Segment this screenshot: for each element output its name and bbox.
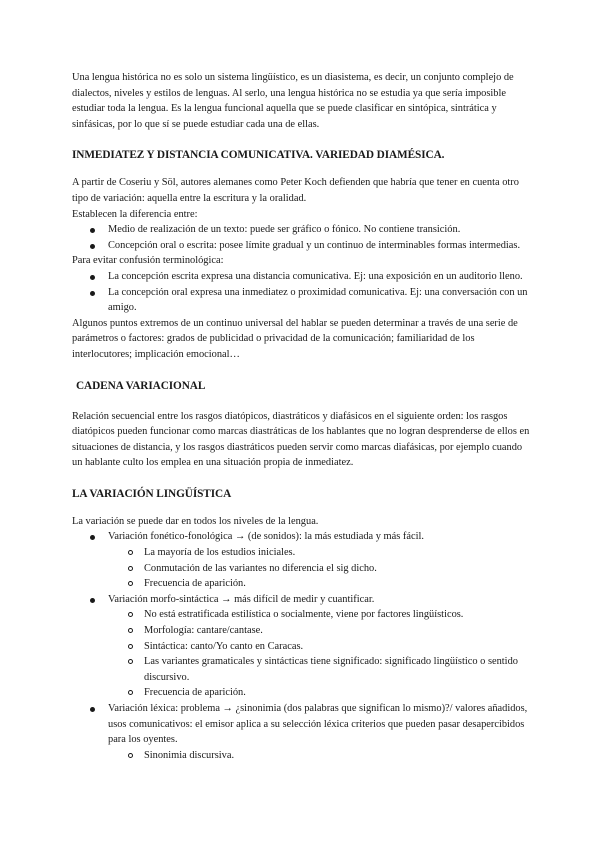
paragraph: A partir de Coseriu y Söl, autores alemanes como Peter Koch defienden que habría que tener en cuenta otro tipo de variación: aquella entre la escritura y la oralidad.: [72, 177, 519, 204]
sub-list-item: Frecuencia de aparición.: [72, 576, 530, 592]
sub-list-item: Conmutación de las variantes no diferencia el sig dicho.: [72, 561, 530, 577]
sub-list-item: Morfología: cantare/cantase.: [72, 623, 530, 639]
bullet-list: [72, 529, 530, 763]
bullet-icon: [90, 228, 95, 233]
sub-list: [72, 748, 530, 764]
bullet-list: [72, 222, 530, 253]
circle-bullet-icon: [128, 612, 133, 617]
section-heading-cadena: CADENA VARIACIONAL: [76, 379, 206, 392]
circle-bullet-icon: [128, 659, 133, 664]
sub-list: [72, 545, 530, 592]
sub-list-item: Las variantes gramaticales y sintácticas tiene significado: significado lingüístico o sentido discursivo.: [72, 654, 530, 685]
paragraph: Establecen la diferencia entre:: [72, 208, 198, 220]
sub-list-item: Sintáctica: canto/Yo canto en Caracas.: [72, 639, 530, 655]
bullet-icon: [90, 244, 95, 249]
bullet-icon: [90, 275, 95, 280]
paragraph: La variación se puede dar en todos los niveles de la lengua.: [72, 515, 319, 527]
circle-bullet-icon: [128, 628, 133, 633]
list-item: Variación léxica: problema → ¿sinonimia (dos palabras que significan lo mismo)?/ valores añadidos, usos comunicativos: el emisor aplica a su selección léxica criterios que pueden pasar desapercibidos para los oyentes. Sinonimia discursiva.: [72, 701, 530, 763]
list-item: Variación morfo-sintáctica → más difícil de medir y cuantificar. No está estratificada estilística o socialmente, viene por factores lingüísticos. Morfología: cantare/cantase. Sintáctica: canto/Yo canto en Caracas. Las variantes gramaticales y sintácticas tiene significado: significado lingüístico o sentido discursivo. Frecuencia de aparición.: [72, 592, 530, 701]
list-item: Medio de realización de un texto: puede ser gráfico o fónico. No contiene transición.: [72, 222, 530, 238]
sub-list-item: Frecuencia de aparición.: [72, 685, 530, 701]
circle-bullet-icon: [128, 581, 133, 586]
sub-list-item: No está estratificada estilística o socialmente, viene por factores lingüísticos.: [72, 607, 530, 623]
list-item: La concepción escrita expresa una distancia comunicativa. Ej: una exposición en un auditorio lleno.: [72, 269, 530, 285]
paragraph: Para evitar confusión terminológica:: [72, 255, 224, 267]
circle-bullet-icon: [128, 753, 133, 758]
bullet-icon: [90, 291, 95, 296]
bullet-icon: [90, 707, 95, 712]
list-item: La concepción oral expresa una inmediatez o proximidad comunicativa. Ej: una conversación con un amigo.: [72, 285, 530, 316]
document-body: [72, 70, 530, 763]
sub-list-item: La mayoría de los estudios iniciales.: [72, 545, 530, 561]
circle-bullet-icon: [128, 550, 133, 555]
circle-bullet-icon: [128, 566, 133, 571]
circle-bullet-icon: [128, 644, 133, 649]
list-item: Variación fonético-fonológica → (de sonidos): la más estudiada y más fácil. La mayoría de los estudios iniciales. Conmutación de las variantes no diferencia el sig dicho. Frecuencia de aparición.: [72, 529, 530, 591]
circle-bullet-icon: [128, 690, 133, 695]
sub-list-item: Sinonimia discursiva.: [72, 748, 530, 764]
paragraph: Algunos puntos extremos de un continuo universal del hablar se pueden determinar a través de una serie de parámetros o factores: grados de publicidad o privacidad de la comunicación; familiaridad de los interlocutores; implicación emocional…: [72, 317, 518, 360]
section-heading-variacion: LA VARIACIÓN LINGÜÍSTICA: [72, 487, 232, 500]
bullet-icon: [90, 598, 95, 603]
paragraph: Relación secuencial entre los rasgos diatópicos, diastráticos y diafásicos en el siguiente orden: los rasgos diatópicos pueden funcionar como marcas diastráticas de los hablantes que no logran desprenderse de ellos en situaciones de distancia, y los rasgos diastráticos pueden servir como marcas diafásicas, por ejemplo cuando un hablante culto los emplea en una situación propia de inmediatez.: [72, 410, 530, 469]
intro-paragraph: Una lengua histórica no es solo un sistema lingüístico, es un diasistema, es decir, un conjunto complejo de dialectos, niveles y estilos de lenguas. Al serlo, una lengua histórica no se estudia ya que sería imposible estudiar toda la lengua. Es la lengua funcional aquella que se puede clasificar en sintópica, sintrática y sinfásicas, por lo que sí se puede estudiar cada una de ellas.: [72, 72, 514, 130]
sub-list: [72, 607, 530, 701]
bullet-icon: [90, 535, 95, 540]
section-heading-inmediatez: INMEDIATEZ Y DISTANCIA COMUNICATIVA. VARIEDAD DIAMÉSICA.: [72, 149, 445, 162]
list-item: Concepción oral o escrita: posee límite gradual y un continuo de interminables formas intermedias.: [72, 238, 530, 254]
bullet-list: [72, 269, 530, 316]
